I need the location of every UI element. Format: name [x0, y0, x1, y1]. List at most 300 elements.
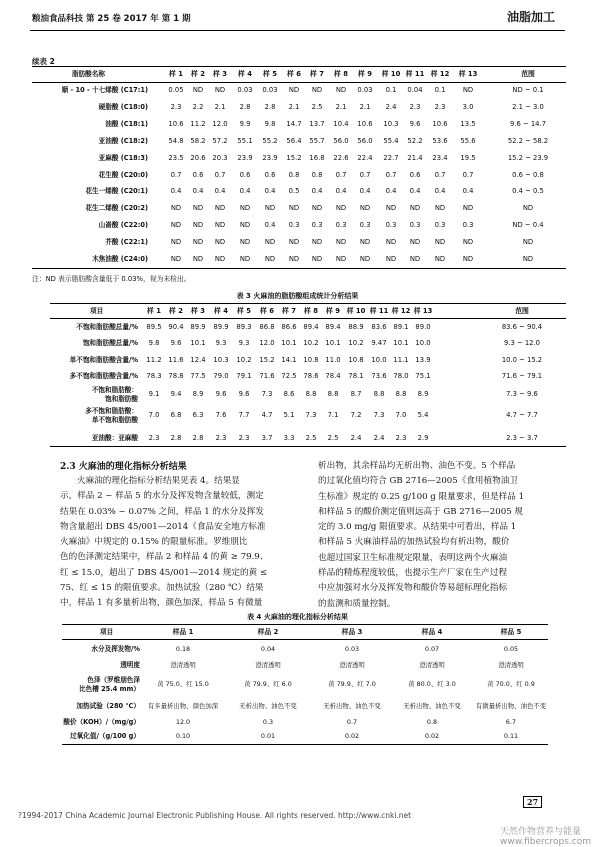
table-cell: 7.6: [215, 411, 227, 419]
table-cell: 2.5: [327, 434, 339, 442]
table-cell: 2.8: [170, 434, 182, 442]
table-cell: 0.7: [335, 170, 347, 179]
body-text-line: 结果在 0.03% ~ 0.07% 之间，样品 1 的水分及挥发: [60, 506, 264, 517]
table-cell: 10.8: [303, 356, 319, 364]
table-cell: 黄 75.0、红 15.0: [157, 680, 209, 688]
table-cell: 78.3: [146, 372, 162, 380]
table-cell: ND: [359, 204, 371, 213]
table-cell: 黄 79.9、红 6.0: [244, 680, 292, 688]
table-cell: 78.4: [325, 372, 341, 380]
table-cell: 7.7: [238, 411, 250, 419]
table-cell: 10.4: [333, 119, 349, 128]
table-cell: 澄清透明: [255, 661, 281, 669]
table-rule: [62, 639, 548, 640]
table-cell: 0.03: [344, 645, 360, 653]
table-cell: 0.3: [335, 221, 347, 230]
table-cell: 0.03: [237, 86, 253, 94]
table-cell: 0.1: [434, 86, 446, 94]
table-cell: 52.2: [407, 136, 423, 145]
table-cell: 10.0 ~ 15.2: [501, 356, 543, 364]
table-cell: ND: [335, 238, 347, 247]
table-cell: ND: [239, 238, 251, 247]
table-cell: 有多量析出物、颜色加深: [147, 702, 219, 710]
table-cell: 90.4: [168, 323, 184, 331]
column-header: 样 6: [260, 307, 274, 315]
table-cell: 0.8: [288, 170, 300, 179]
row-header: 酸价（KOH）/（mg/g）: [63, 718, 140, 726]
table-cell: 8.6: [283, 390, 295, 398]
table-cell: 20.6: [190, 153, 206, 162]
table-cell: 0.10: [175, 732, 191, 740]
column-header: 样 5: [237, 307, 251, 315]
table-cell: 0.1: [385, 86, 397, 94]
column-header: 样 13: [413, 307, 433, 315]
table-cell: 10.3: [213, 356, 229, 364]
table-cell: 0.7: [170, 170, 182, 179]
table-rule: [32, 82, 566, 83]
table-cell: ND: [434, 204, 446, 213]
table-cell: 57.2: [212, 136, 228, 145]
column-header: 样 1: [169, 70, 183, 78]
table-cell: 73.6: [371, 372, 387, 380]
row-header: 比色槽 25.4 mm）: [79, 684, 140, 693]
column-header: 范围: [521, 70, 535, 78]
section-header: 油脂加工: [506, 10, 555, 24]
table-cell: ND: [264, 204, 276, 213]
column-header: 样 1: [147, 307, 161, 315]
table-cell: 0.4: [264, 221, 276, 230]
table-cell: 53.6: [432, 136, 448, 145]
table-cell: 9.6: [215, 390, 227, 398]
table-cell: 10.0: [415, 339, 431, 347]
table-cell: 71.6: [259, 372, 275, 380]
column-header: 样品 2: [257, 628, 279, 636]
table-cell: 0.4: [434, 187, 446, 196]
table-cell: 12.4: [190, 356, 206, 364]
table-cell: 2.8: [239, 102, 251, 111]
table-cell: 89.4: [325, 323, 341, 331]
body-text-line: 火麻油》中规定的 0.15% 的限量标准。罗维朋比: [60, 537, 248, 548]
table-cell: ND: [214, 204, 226, 213]
table-cell: ND: [239, 221, 251, 230]
row-header: 花生二烯酸 (C20:2): [85, 204, 148, 213]
row-header: 水分及挥发物/%: [91, 645, 140, 653]
row-header: 亚麻酸 (C18:3): [98, 153, 148, 162]
table-cell: ND: [170, 204, 182, 213]
table-cell: ND: [288, 238, 300, 247]
column-header: 项目: [90, 307, 104, 315]
table-cell: ND: [522, 204, 534, 213]
table-cell: 无析出物、油色不变: [239, 702, 297, 710]
table-cell: 15.2 ~ 23.9: [507, 153, 549, 162]
row-header: 色泽（罗维朋色泽: [87, 675, 140, 684]
table-cell: 0.4: [409, 187, 421, 196]
table-cell: 0.4: [359, 187, 371, 196]
table-cell: ND: [311, 204, 323, 213]
table-cell: ND: [409, 238, 421, 247]
table-cell: ND: [239, 255, 251, 263]
table-cell: 23.9: [262, 153, 278, 162]
table-cell: 89.0: [415, 323, 431, 331]
table-cell: 10.1: [190, 339, 206, 347]
table-cell: ND: [385, 204, 397, 213]
table-cell: ND: [192, 255, 204, 263]
table-cell: ND: [214, 238, 226, 247]
table-cell: 10.6: [432, 119, 448, 128]
body-text-line: 和样品 5 的酸价测定值则远高于 GB 2716—2005 规: [318, 506, 523, 517]
page-number: 27: [523, 796, 542, 808]
table-cell: ND: [288, 204, 300, 213]
column-header: 样 5: [263, 70, 277, 78]
table-cell: 89.9: [190, 323, 206, 331]
table-cell: ND: [462, 86, 474, 94]
table-cell: 2.3 ~ 3.7: [506, 434, 538, 442]
column-header: 样 8: [334, 70, 348, 78]
table-cell: ND: [335, 86, 347, 94]
table-cell: 2.3: [434, 102, 446, 111]
table-cell: 2.3: [215, 434, 227, 442]
table-cell: 78.8: [168, 372, 184, 380]
table-cell: 无析出物、油色不变: [403, 702, 461, 710]
table-cell: ND: [192, 86, 204, 94]
table-rule: [32, 268, 566, 269]
table-cell: 0.05: [168, 86, 184, 94]
table-rule: [32, 66, 566, 67]
column-header: 样 12: [391, 307, 411, 315]
table-cell: 0.04: [260, 645, 276, 653]
row-header: 饱和脂肪酸: [105, 394, 138, 403]
row-header: 木焦油酸 (C24:0): [92, 255, 148, 263]
table-cell: 22.6: [333, 153, 349, 162]
table-cell: 0.3: [359, 221, 371, 230]
table-cell: 10.1: [393, 339, 409, 347]
table-cell: 0.3: [288, 221, 300, 230]
table-cell: 10.1: [325, 339, 341, 347]
table-cell: ND: [522, 238, 534, 247]
row-header: 透明度: [120, 661, 140, 669]
table-rule: [50, 318, 566, 319]
row-header: 加热试验（280 ℃）: [76, 702, 140, 710]
table-cell: 2.4: [385, 102, 397, 111]
table-cell: 0.6: [192, 170, 204, 179]
table-cell: 12.0: [212, 119, 228, 128]
table-cell: 10.2: [236, 356, 252, 364]
header-divider: [30, 30, 565, 31]
column-header: 样 3: [191, 307, 205, 315]
table2-note: 注：ND 表示脂肪酸含量低于 0.03%，视为未检出。: [32, 275, 191, 283]
table-cell: 黄 70.0、红 0.9: [487, 680, 535, 688]
table-cell: 15.2: [259, 356, 275, 364]
table-cell: 2.8: [192, 434, 204, 442]
table-cell: 9.3 ~ 12.0: [504, 339, 540, 347]
body-text-line: 析出物，其余样品均无析出物、油色不变。5 个样品: [318, 461, 516, 471]
column-header: 项目: [100, 628, 114, 636]
table-cell: 4.7 ~ 7.7: [506, 411, 538, 419]
table-cell: 3.0: [462, 102, 474, 111]
table-cell: 13.5: [460, 119, 476, 128]
table-cell: ND: [409, 255, 421, 263]
column-header: 样 10: [346, 307, 366, 315]
table-cell: 0.7: [462, 170, 474, 179]
table-cell: ND: [214, 221, 226, 230]
table-cell: 9.4: [170, 390, 182, 398]
body-text-line: 色的色泽测定结果中，样品 2 和样品 4 的黄 ≥ 79.9、: [60, 552, 269, 563]
column-header: 样 2: [169, 307, 183, 315]
table-cell: 3.7: [261, 434, 273, 442]
table-cell: 0.02: [344, 732, 360, 740]
table-cell: ND: [170, 238, 182, 247]
column-header: 样品 5: [500, 628, 522, 636]
table-cell: 11.1: [393, 356, 409, 364]
table-cell: 11.0: [325, 356, 341, 364]
table-cell: 9.6: [409, 119, 421, 128]
table-cell: ND: [335, 255, 347, 263]
row-header: 不饱和脂肪酸：: [91, 385, 138, 394]
table-cell: 0.01: [260, 732, 276, 740]
table-cell: ND: [192, 221, 204, 230]
column-header: 样 12: [430, 70, 450, 78]
table-cell: 9.6: [170, 339, 182, 347]
table-cell: 0.7: [434, 170, 446, 179]
row-header: 亚油酸 (C18:2): [98, 136, 148, 145]
table-cell: 23.5: [168, 153, 184, 162]
table-cell: 77.5: [190, 372, 206, 380]
table-cell: 89.1: [393, 323, 409, 331]
table-cell: 2.3: [148, 434, 160, 442]
table-cell: 7.3: [305, 411, 317, 419]
column-header: 样 4: [238, 70, 252, 78]
table-cell: 7.3: [261, 390, 273, 398]
table-cell: 0.03: [262, 86, 278, 94]
table-cell: 88.9: [348, 323, 364, 331]
table-cell: 89.3: [236, 323, 252, 331]
table-cell: 0.18: [175, 645, 191, 653]
table-cell: 7.0: [148, 411, 160, 419]
section-title: 2.3 火麻油的理化指标分析结果: [60, 462, 187, 472]
table-cell: 黄 80.0、红 3.0: [408, 680, 456, 688]
column-header: 样 11: [369, 307, 389, 315]
body-text-line: 生标准》规定的 0.25 g/100 g 限量要求，但是样品 1: [318, 491, 525, 502]
table-cell: ND ~ 0.1: [512, 86, 544, 94]
row-header: 顺 - 10 - 十七烯酸 (C17:1): [61, 86, 148, 94]
table-cell: 7.3: [373, 411, 385, 419]
table-cell: 58.2: [190, 136, 206, 145]
table-cell: 14.7: [286, 119, 302, 128]
body-text-line: 的监测和质量控制。: [318, 598, 396, 609]
row-header: 花生一烯酸 (C20:1): [85, 187, 148, 196]
table-cell: 0.4: [462, 187, 474, 196]
table-cell: 89.4: [303, 323, 319, 331]
table-cell: 14.1: [281, 356, 297, 364]
row-header: 花生酸 (C20:0): [98, 170, 148, 179]
body-text-line: 的过氧化值均符合 GB 2716—2005《食用植物油卫: [318, 476, 518, 487]
table-cell: 55.1: [237, 136, 253, 145]
table-cell: 11.2: [146, 356, 162, 364]
table-cell: 23.4: [432, 153, 448, 162]
table-cell: 澄清透明: [498, 661, 524, 669]
row-header: 饱和脂肪酸总量/%: [82, 339, 138, 347]
table-cell: 55.6: [460, 136, 476, 145]
watermark: 天然作物营养与能量 www.fibercrops.com: [500, 827, 591, 847]
body-right-column: [318, 459, 570, 612]
table-cell: ND: [462, 204, 474, 213]
body-text-line: 也超过国家卫生标准规定限量，表明这两个火麻油: [318, 552, 508, 563]
table-cell: 0.4 ~ 0.5: [512, 187, 544, 196]
table-rule: [62, 624, 548, 625]
table-cell: 89.5: [146, 323, 162, 331]
table-cell: 10.1: [281, 339, 297, 347]
table-cell: 9.9: [239, 119, 251, 128]
column-header: 样 4: [214, 307, 228, 315]
table-cell: 2.1: [288, 102, 300, 111]
table-cell: 6.3: [192, 411, 204, 419]
table-cell: 9.8: [148, 339, 160, 347]
column-header: 样 10: [381, 70, 401, 78]
table-cell: 0.4: [170, 187, 182, 196]
row-header: 山嵛酸 (C22:0): [98, 221, 148, 230]
table-cell: 79.1: [236, 372, 252, 380]
table2-cont-label: 续表 2: [32, 57, 55, 66]
row-header: 硬脂酸 (C18:0): [98, 102, 148, 111]
table-cell: 86.6: [281, 323, 297, 331]
table-cell: ND: [288, 255, 300, 263]
table-cell: ND: [311, 255, 323, 263]
table-cell: 澄清透明: [419, 661, 445, 669]
table-cell: ND: [311, 86, 323, 94]
table-cell: 10.0: [371, 356, 387, 364]
table-cell: 2.1 ~ 3.0: [512, 102, 544, 111]
table-cell: 无析出物、油色不变: [323, 702, 381, 710]
table-cell: 2.3: [170, 102, 182, 111]
table-cell: 4.7: [261, 411, 273, 419]
body-text-line: 样品的精炼程度较低，也提示生产厂家在生产过程: [318, 568, 508, 579]
table-cell: 13.7: [309, 119, 325, 128]
table-cell: 9.6: [238, 390, 250, 398]
table-cell: ND: [359, 255, 371, 263]
column-header: 样品 3: [341, 628, 363, 636]
body-text-line: 和样品 5 火麻油样品的加热试验均有析出物，酸价: [318, 537, 510, 548]
table-cell: ND: [462, 238, 474, 247]
table-cell: 0.4: [239, 187, 251, 196]
table-cell: ND: [522, 255, 534, 263]
table-cell: 11.6: [168, 356, 184, 364]
table-cell: ND: [434, 255, 446, 263]
table-cell: 5.1: [283, 411, 295, 419]
table-cell: 22.4: [357, 153, 373, 162]
table-cell: 2.1: [335, 102, 347, 111]
table-cell: 9.3: [215, 339, 227, 347]
table-cell: 0.4: [311, 187, 323, 196]
table-cell: 7.0: [395, 411, 407, 419]
table-cell: 55.2: [262, 136, 278, 145]
table-cell: 0.4: [385, 187, 397, 196]
table-cell: 56.0: [333, 136, 349, 145]
table-cell: 有微量析出物、油色不变: [475, 702, 547, 710]
table-cell: 0.7: [346, 718, 358, 726]
table-cell: 0.3: [462, 221, 474, 230]
table-cell: ND: [192, 204, 204, 213]
column-header: 样 3: [213, 70, 227, 78]
table-cell: 0.6: [264, 170, 276, 179]
table-cell: 8.9: [192, 390, 204, 398]
body-text-line: 75、红 ≤ 15 的限值要求。加热试验（280 ℃）结果: [60, 583, 264, 594]
table-cell: 83.6: [371, 323, 387, 331]
table-cell: ND: [434, 238, 446, 247]
table-cell: 7.3 ~ 9.6: [506, 390, 538, 398]
table-cell: 54.8: [168, 136, 184, 145]
copyright-footer: ?1994-2017 China Academic Journal Electronic Publishing House. All rights reserved. http://www.cnki.net: [18, 811, 412, 820]
table-cell: 10.6: [168, 119, 184, 128]
table-cell: 86.8: [259, 323, 275, 331]
table-cell: 0.07: [424, 645, 440, 653]
table-cell: 52.2 ~ 58.2: [507, 136, 549, 145]
table-cell: 2.3: [409, 102, 421, 111]
table-cell: 15.2: [286, 153, 302, 162]
row-header: 油酸 (C18:1): [105, 119, 148, 128]
table-cell: 21.4: [407, 153, 423, 162]
column-header: 范围: [515, 307, 529, 315]
table-cell: 9.6 ~ 14.7: [510, 119, 546, 128]
row-header: 多不饱和脂肪酸含量/%: [69, 372, 138, 380]
table-cell: 71.6 ~ 79.1: [501, 372, 543, 380]
table-cell: 2.5: [305, 434, 317, 442]
table-cell: ND: [214, 86, 226, 94]
table-cell: 83.6 ~ 90.4: [501, 323, 543, 331]
table-cell: ND: [359, 238, 371, 247]
table-cell: 7.1: [327, 411, 339, 419]
table-cell: 8.8: [395, 390, 407, 398]
table-cell: 0.7: [214, 170, 226, 179]
table-cell: ND: [170, 221, 182, 230]
table-cell: 2.1: [214, 102, 226, 111]
table-cell: 2.9: [417, 434, 429, 442]
table-cell: 0.7: [359, 170, 371, 179]
table-cell: 0.4: [214, 187, 226, 196]
table-cell: 72.5: [281, 372, 297, 380]
column-header: 样 2: [191, 70, 205, 78]
table-cell: ND: [264, 238, 276, 247]
table-cell: 2.3: [395, 434, 407, 442]
row-header: 亚油酸：亚麻酸: [91, 434, 138, 442]
table-cell: 2.4: [350, 434, 362, 442]
table-cell: 0.5: [288, 187, 300, 196]
table-cell: 2.4: [373, 434, 385, 442]
table-cell: 黄 79.9、红 7.0: [328, 680, 376, 688]
table-cell: 0.3: [262, 718, 274, 726]
table-cell: ND: [335, 204, 347, 213]
table-cell: 2.8: [264, 102, 276, 111]
column-header: 样 7: [310, 70, 324, 78]
table-cell: 8.8: [305, 390, 317, 398]
table-cell: 55.7: [309, 136, 325, 145]
table-cell: 9.3: [238, 339, 250, 347]
column-header: 样 11: [405, 70, 425, 78]
table-cell: 19.5: [460, 153, 476, 162]
table-cell: 9.47: [371, 339, 387, 347]
row-header: 单不饱和脂肪酸: [91, 415, 138, 424]
table-cell: 79.0: [213, 372, 229, 380]
table-cell: 8.9: [417, 390, 429, 398]
table-rule: [50, 303, 566, 304]
table-cell: 澄清透明: [339, 661, 365, 669]
table-cell: 9.1: [148, 390, 160, 398]
table-cell: 0.04: [407, 86, 423, 94]
column-header: 样 9: [326, 307, 340, 315]
row-header: 过氧化值/（g/100 g）: [70, 732, 140, 740]
table-cell: ND ~ 0.4: [512, 221, 544, 230]
table-cell: 0.3: [409, 221, 421, 230]
table-cell: ND: [239, 204, 251, 213]
